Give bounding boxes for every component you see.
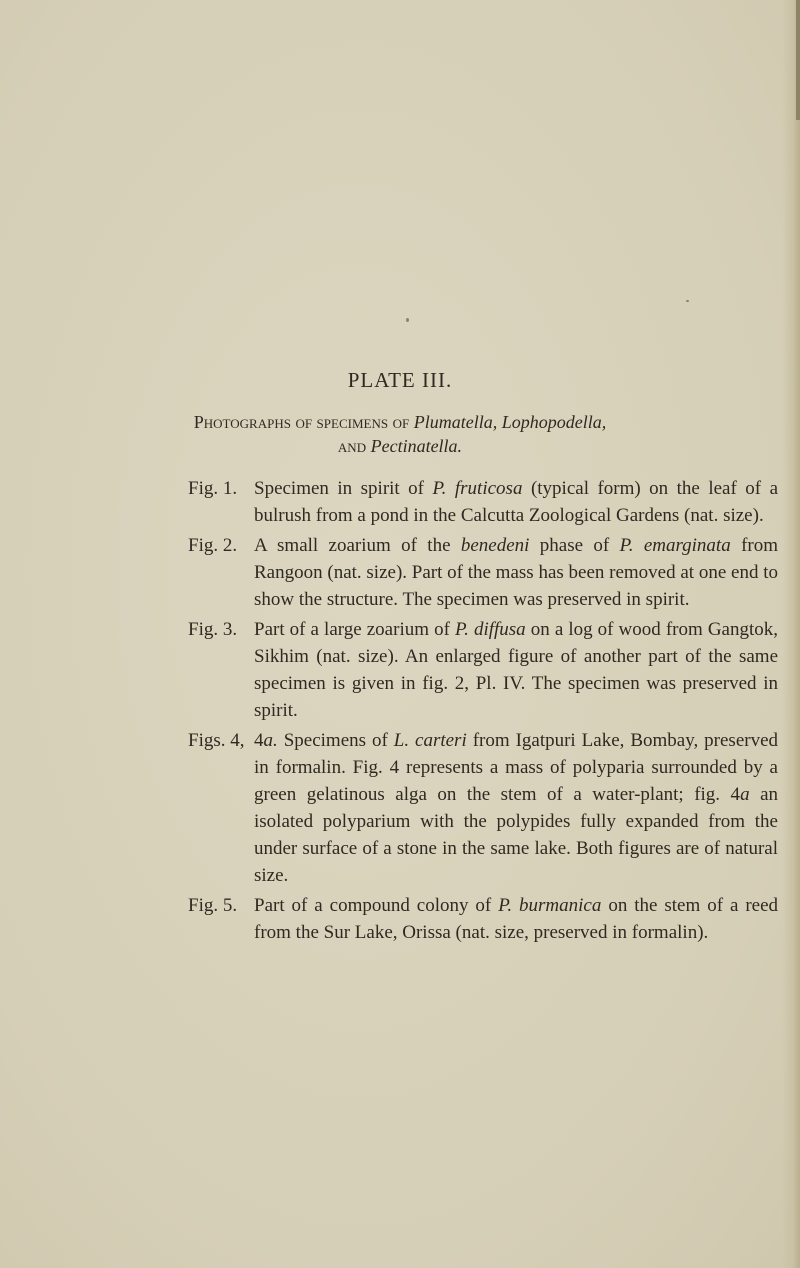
figure-text-part: phase of: [539, 535, 610, 556]
species-name: a: [740, 784, 750, 805]
species-name: P. diffusa: [454, 619, 526, 640]
figure-entry: [188, 616, 778, 724]
figure-text: [188, 475, 778, 529]
plate-caption: [0, 410, 800, 458]
figure-text-part: Part of a compound colony of: [254, 895, 492, 916]
figure-label: Fig. 2.: [188, 535, 238, 556]
paper-speck: [686, 300, 689, 302]
figure-text-part: (typical form) on the leaf of a bulrush from a pond in the Calcutta Zoological Gardens (nat. size).: [254, 478, 779, 526]
figure-text-part: A small zoarium of the: [254, 535, 451, 556]
figure-label: Fig. 5.: [188, 895, 238, 916]
figure-entry: [188, 727, 778, 889]
figure-text-part: on a log of wood from Gangtok, Sikhim (nat. size). An enlarged figure of another part of the same specimen is given in fig. 2, Pl. IV. The specimen was preserved in spirit.: [254, 619, 779, 721]
figure-text-part: an isolated polyparium with the polypides fully expanded from the under surface of a stone in the same lake. Both figures are of natural size.: [254, 784, 778, 886]
figure-label: Fig. 3.: [188, 619, 238, 640]
figure-entry: [188, 475, 778, 529]
species-name: benedeni: [460, 535, 530, 556]
figure-text-part: Specimens of: [283, 730, 388, 751]
species-name: L. carteri: [393, 730, 467, 751]
page-edge-dark: [796, 0, 800, 120]
species-name: P. emarginata: [619, 535, 731, 556]
figure-text-part: from Igatpuri Lake, Bombay, preserved in formalin. Fig. 4 represents a mass of polyparia surrounded by a green gelatinous alga on the stem of a water-plant; fig. 4: [254, 730, 779, 805]
figure-entry: [188, 532, 778, 613]
species-name: P. burmanica: [498, 895, 602, 916]
caption-line-2: [0, 434, 800, 458]
figure-entry: [188, 892, 778, 946]
figure-text: [188, 616, 778, 724]
caption-genus-plumatella: Plumatella,: [413, 412, 498, 432]
caption-genus-lophopodella: Lophopodella,: [501, 412, 607, 432]
figure-text: [188, 532, 778, 613]
figure-text-part: Specimen in spirit of: [254, 478, 425, 499]
caption-and: and: [337, 436, 367, 456]
species-name: a.: [263, 730, 278, 751]
figure-text-part: Part of a large zoarium of: [254, 619, 450, 640]
figure-text-part: from Rangoon (nat. size). Part of the mass has been removed at one end to show the structure. The specimen was preserved in spirit.: [254, 535, 778, 610]
figure-list: [188, 475, 778, 949]
species-name: P. fruticosa: [432, 478, 523, 499]
paper-speck: [406, 318, 409, 322]
figure-text: [188, 892, 778, 946]
caption-genus-pectinatella: Pectinatella.: [370, 436, 463, 456]
figure-text-part: on the stem of a reed from the Sur Lake, Orissa (nat. size, preserved in formalin).: [254, 895, 779, 943]
plate-title: PLATE III.: [347, 368, 453, 392]
caption-line-1: [0, 410, 800, 434]
figure-text: [188, 727, 778, 889]
page-edge-shadow: [782, 0, 800, 1268]
figure-text-part: 4: [254, 730, 264, 751]
caption-prefix: Photographs of specimens of: [193, 412, 410, 432]
figure-label: Fig. 1.: [188, 478, 238, 499]
figure-label: Figs. 4,: [188, 730, 245, 751]
